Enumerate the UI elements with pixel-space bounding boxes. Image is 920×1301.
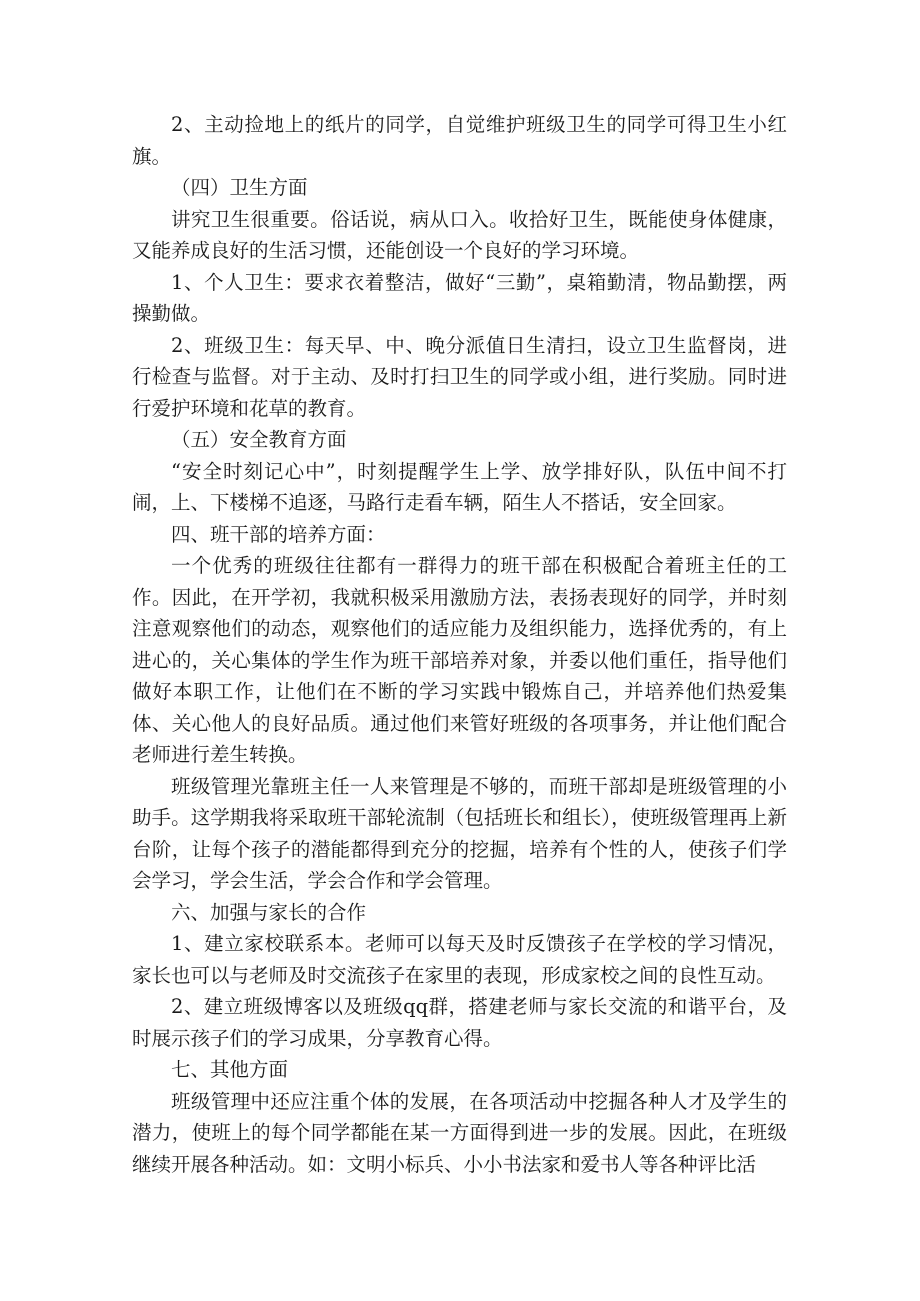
paragraph-hygiene-flag: 2、主动捡地上的纸片的同学，自觉维护班级卫生的同学可得卫生小红旗。 (132, 113, 787, 168)
paragraph-rotation: 班级管理光靠班主任一人来管理是不够的，而班干部却是班级管理的小助手。这学期我将采取班干部轮流制（包括班长和组长），使班级管理再上新台阶，让每个孩子的潜能都得到充分的挖掘，培养有个性的人，使孩子们学会学习，学会生活，学会合作和学会管理。 (132, 774, 787, 892)
paragraph-blog-qq: 2、建立班级博客以及班级qq群，搭建老师与家长交流的和谐平台，及时展示孩子们的学习成果，分享教育心得。 (132, 995, 787, 1050)
paragraph-personal-hygiene: 1、个人卫生：要求衣着整洁，做好“三勤”，桌箱勤清，物品勤摆，两操勤做。 (132, 270, 787, 325)
heading-parents: 六、加强与家长的合作 (171, 900, 367, 924)
paragraph-class-leaders: 一个优秀的班级往往都有一群得力的班干部在积极配合着班主任的工作。因此，在开学初，我就积极采用激励方法，表扬表现好的同学，并时刻注意观察他们的动态，观察他们的适应能力及组织能力，选择优秀的，有上进心的，关心集体的学生作为班干部培养对象，并委以他们重任，指导他们做好本职工作，让他们在不断的学习实践中锻炼自己，并培养他们热爱集体、关心他人的良好品质。通过他们来管好班级的各项事务，并让他们配合老师进行差生转换。 (132, 554, 787, 766)
document-body (132, 109, 787, 1180)
heading-other: 七、其他方面 (171, 1058, 289, 1081)
heading-safety: （五）安全教育方面 (171, 428, 347, 451)
paragraph-hygiene-intro: 讲究卫生很重要。俗话说，病从口入。收拾好卫生，既能使身体健康，又能养成良好的生活习惯，还能创设一个良好的学习环境。 (132, 207, 787, 262)
paragraph-safety: “安全时刻记心中”，时刻提醒学生上学、放学排好队，队伍中间不打闹，上、下楼梯不追逐，马路行走看车辆，陌生人不搭话，安全回家。 (132, 459, 787, 514)
heading-hygiene: （四）卫生方面 (171, 176, 308, 199)
paragraph-other: 班级管理中还应注重个体的发展，在各项活动中挖掘各种人才及学生的潜力，使班上的每个同学都能在某一方面得到进一步的发展。因此，在班级继续开展各种活动。如：文明小标兵、小小书法家和爱书人等各种评比活 (132, 1089, 787, 1176)
paragraph-class-hygiene: 2、班级卫生：每天早、中、晚分派值日生清扫，设立卫生监督岗，进行检查与监督。对于主动、及时打扫卫生的同学或小组，进行奖励。同时进行爱护环境和花草的教育。 (132, 333, 787, 420)
heading-class-leaders: 四、班干部的培养方面： (171, 522, 386, 546)
paragraph-contact-book: 1、建立家校联系本。老师可以每天及时反馈孩子在学校的学习情况，家长也可以与老师及时交流孩子在家里的表现，形成家校之间的良性互动。 (132, 932, 787, 987)
